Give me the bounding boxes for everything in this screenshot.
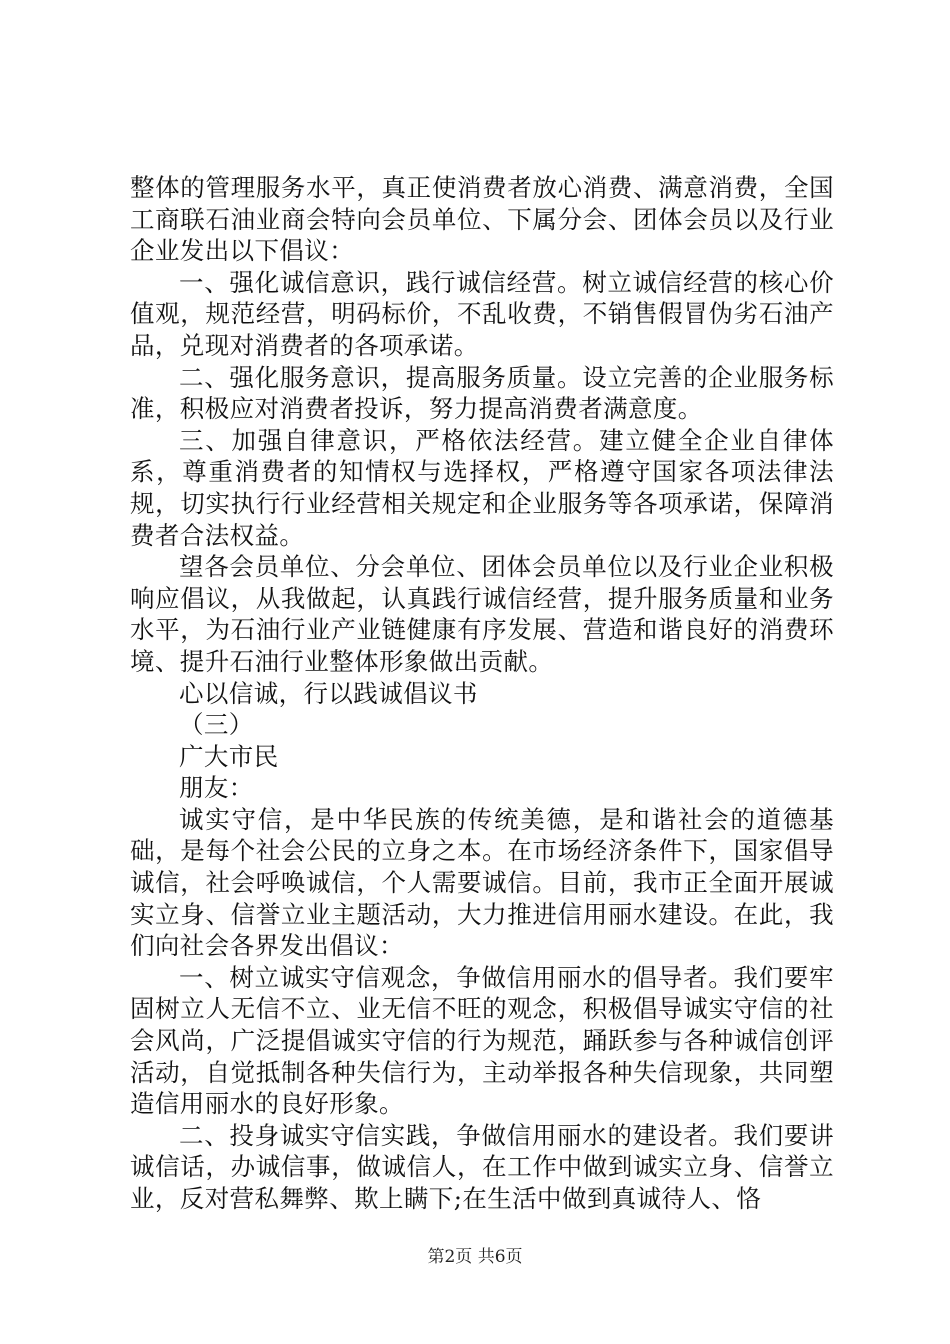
paragraph-proposal-1: 一、强化诚信意识，践行诚信经营。树立诚信经营的核心价值观，规范经营，明码标价，不乱收费，不销售假冒伪劣石油产品，兑现对消费者的各项承诺。 xyxy=(130,267,834,360)
paragraph-proposal-3: 三、加强自律意识，严格依法经营。建立健全企业自律体系，尊重消费者的知情权与选择权，严格遵守国家各项法律法规，切实执行行业经营相关规定和企业服务等各项承诺，保障消费者合法权益。 xyxy=(130,425,834,550)
section-number: （三） xyxy=(179,710,254,740)
paragraph-closing-appeal: 望各会员单位、分会单位、团体会员单位以及行业企业积极响应倡议，从我做起，认真践行诚信经营，提升服务质量和业务水平，为石油行业产业链健康有序发展、营造和谐良好的消费环境、提升石油行业整体形象做出贡献。 xyxy=(130,552,834,676)
page-number: 第2页 共6页 xyxy=(427,1247,523,1267)
paragraph-proposal-2: 二、强化服务意识，提高服务质量。设立完善的企业服务标准，积极应对消费者投诉，努力提高消费者满意度。 xyxy=(130,362,834,424)
paragraph-intro-continuation: 整体的管理服务水平，真正使消费者放心消费、满意消费，全国工商联石油业商会特向会员单位、下属分会、团体会员以及行业企业发出以下倡议： xyxy=(130,173,834,266)
paragraph-initiative-2: 二、投身诚实守信实践，争做信用丽水的建设者。我们要讲诚信话，办诚信事，做诚信人，在工作中做到诚实立身、信誉立业，反对营私舞弊、欺上瞒下;在生活中做到真诚待人、恪 xyxy=(130,1120,834,1213)
paragraph-initiative-1: 一、树立诚实守信观念，争做信用丽水的倡导者。我们要牢固树立人无信不立、业无信不旺的观念，积极倡导诚实守信的社会风尚，广泛提倡诚实守信的行为规范，踊跃参与各种诚信创评活动，自觉抵制各种失信行为，主动举报各种失信现象，共同塑造信用丽水的良好形象。 xyxy=(130,962,834,1119)
page-footer xyxy=(0,1242,950,1267)
salutation-line-2: 朋友： xyxy=(179,773,254,803)
section-title: 心以信诚，行以践诚倡议书 xyxy=(179,678,478,708)
paragraph-honesty-intro: 诚实守信，是中华民族的传统美德，是和谐社会的道德基础，是每个社会公民的立身之本。在市场经济条件下，国家倡导诚信，社会呼唤诚信，个人需要诚信。目前，我市正全面开展诚实立身、信誉立业主题活动，大力推进信用丽水建设。在此，我们向社会各界发出倡议： xyxy=(130,804,834,961)
document-body xyxy=(130,172,834,1215)
salutation-line-1: 广大市民 xyxy=(179,741,279,771)
